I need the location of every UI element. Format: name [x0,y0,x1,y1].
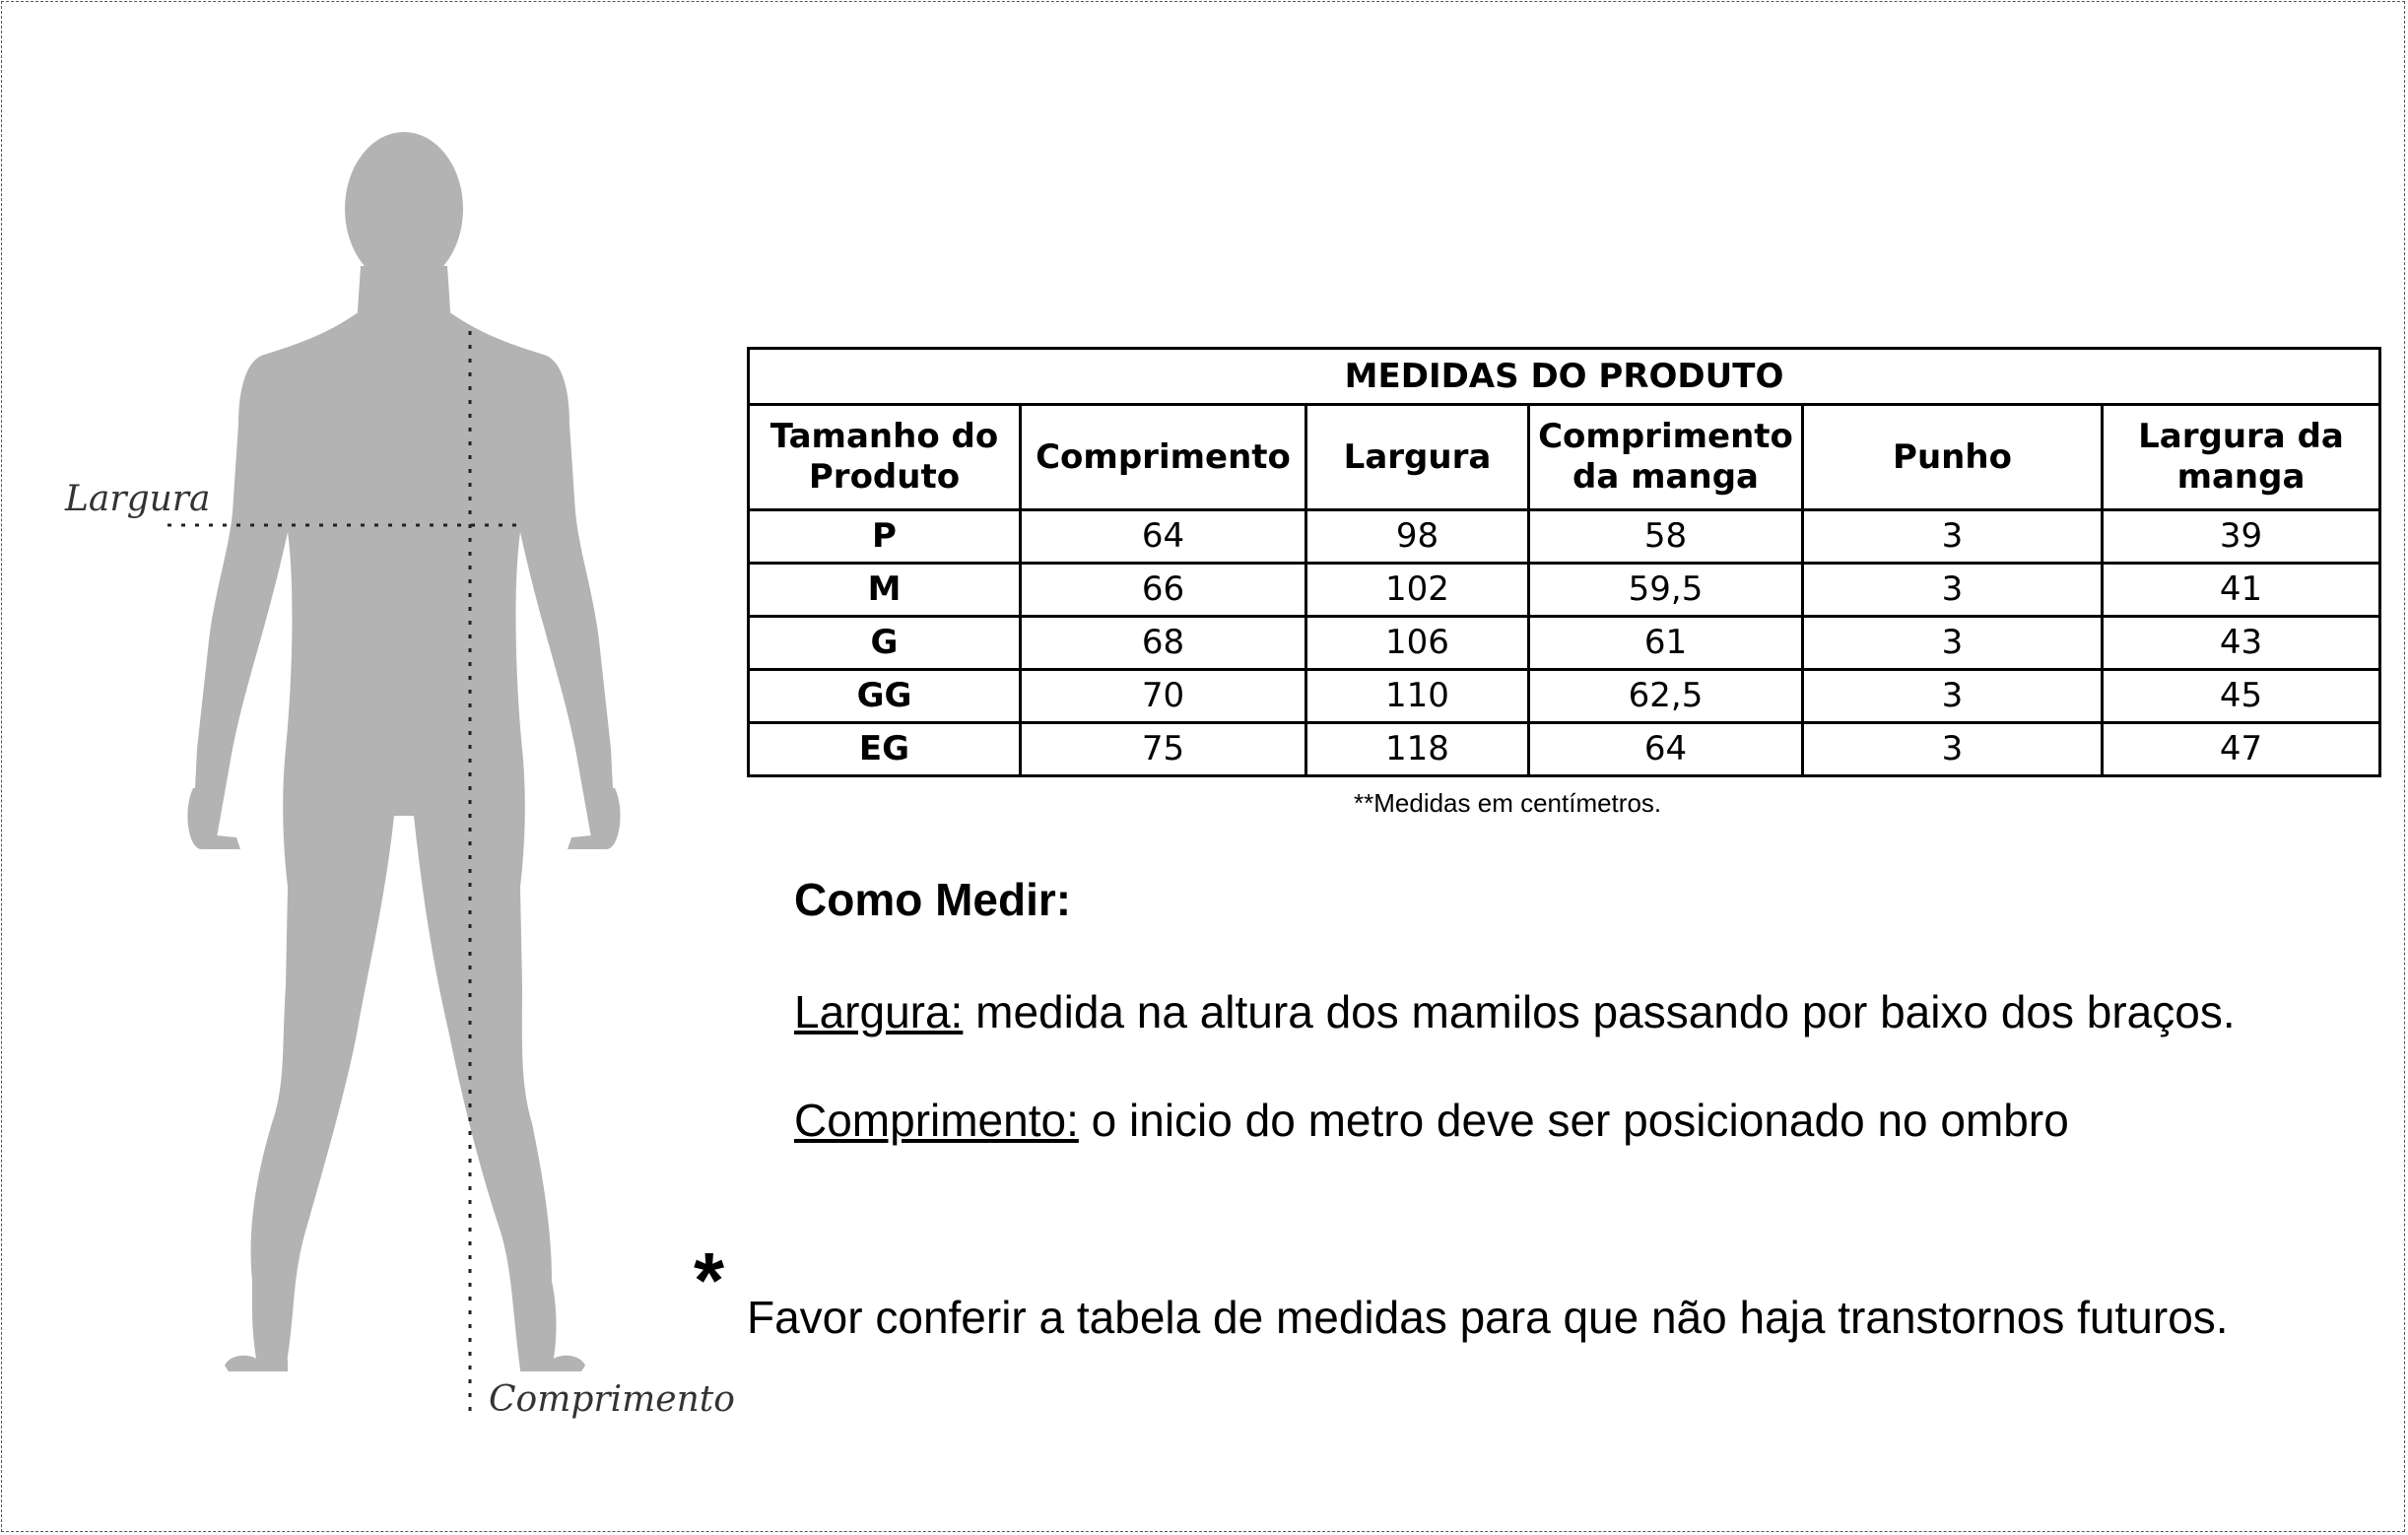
table-cell: 47 [2103,723,2380,776]
comprimento-term: Comprimento: [794,1095,1079,1146]
column-header [2103,405,2380,510]
column-header [749,405,1021,510]
column-header-line: Largura [1343,436,1492,477]
table-body [749,510,2380,776]
column-header-line: Punho [1893,436,2012,477]
largura-instruction [794,985,2236,1038]
column-header-line: Largura da [2138,417,2344,457]
column-header-line: Comprimento [1538,417,1793,457]
table-cell: 98 [1306,510,1529,564]
table-cell: 62,5 [1529,670,1803,723]
size-cell: M [749,564,1021,617]
table-cell: 64 [1529,723,1803,776]
column-header-line: Comprimento [1036,436,1291,477]
table-cell: 75 [1021,723,1306,776]
size-table [747,347,2381,777]
column-header-line: manga [2176,457,2306,497]
table-row [749,723,2380,776]
column-header-line: Produto [808,457,961,497]
table-cell: 106 [1306,617,1529,670]
table-cell: 70 [1021,670,1306,723]
size-cell: G [749,617,1021,670]
table-cell: 3 [1803,617,2103,670]
table-cell: 58 [1529,510,1803,564]
human-silhouette-icon [0,0,749,1535]
table-cell: 3 [1803,723,2103,776]
warning-text: Favor conferir a tabela de medidas para que não haja transtornos futuros. [747,1292,2229,1343]
table-cell: 41 [2103,564,2380,617]
column-header-line: da manga [1572,457,1759,497]
body-figure [0,0,749,1535]
table-cell: 64 [1021,510,1306,564]
table-row [749,617,2380,670]
table-cell: 3 [1803,564,2103,617]
table-cell: 102 [1306,564,1529,617]
how-to-measure-title: Como Medir: [794,874,1072,925]
size-cell: EG [749,723,1021,776]
table-cell: 59,5 [1529,564,1803,617]
table-cell: 3 [1803,670,2103,723]
column-header [1803,405,2103,510]
column-header [1021,405,1306,510]
largura-text: medida na altura dos mamilos passando por baixo dos braços. [963,986,2236,1037]
table-row [749,564,2380,617]
figure-largura-label: Largura [65,479,211,519]
table-row [749,670,2380,723]
column-header [1529,405,1803,510]
asterisk-icon: * [694,1236,725,1324]
table-cell: 66 [1021,564,1306,617]
table-cell: 43 [2103,617,2380,670]
table-title: MEDIDAS DO PRODUTO [749,349,2380,405]
column-header [1306,405,1529,510]
size-cell: GG [749,670,1021,723]
comprimento-instruction [794,1094,2069,1147]
table-cell: 118 [1306,723,1529,776]
column-header-line: Tamanho do [769,417,999,457]
table-header-row [749,405,2380,510]
table-cell: 3 [1803,510,2103,564]
largura-term: Largura: [794,986,964,1037]
units-note: **Medidas em centímetros. [1354,788,1662,818]
table-row [749,510,2380,564]
table-cell: 110 [1306,670,1529,723]
comprimento-text: o inicio do metro deve ser posicionado no ombro [1078,1095,2069,1146]
table-cell: 39 [2103,510,2380,564]
table-cell: 61 [1529,617,1803,670]
size-cell: P [749,510,1021,564]
figure-comprimento-label: Comprimento [489,1379,735,1420]
table-cell: 68 [1021,617,1306,670]
table-cell: 45 [2103,670,2380,723]
